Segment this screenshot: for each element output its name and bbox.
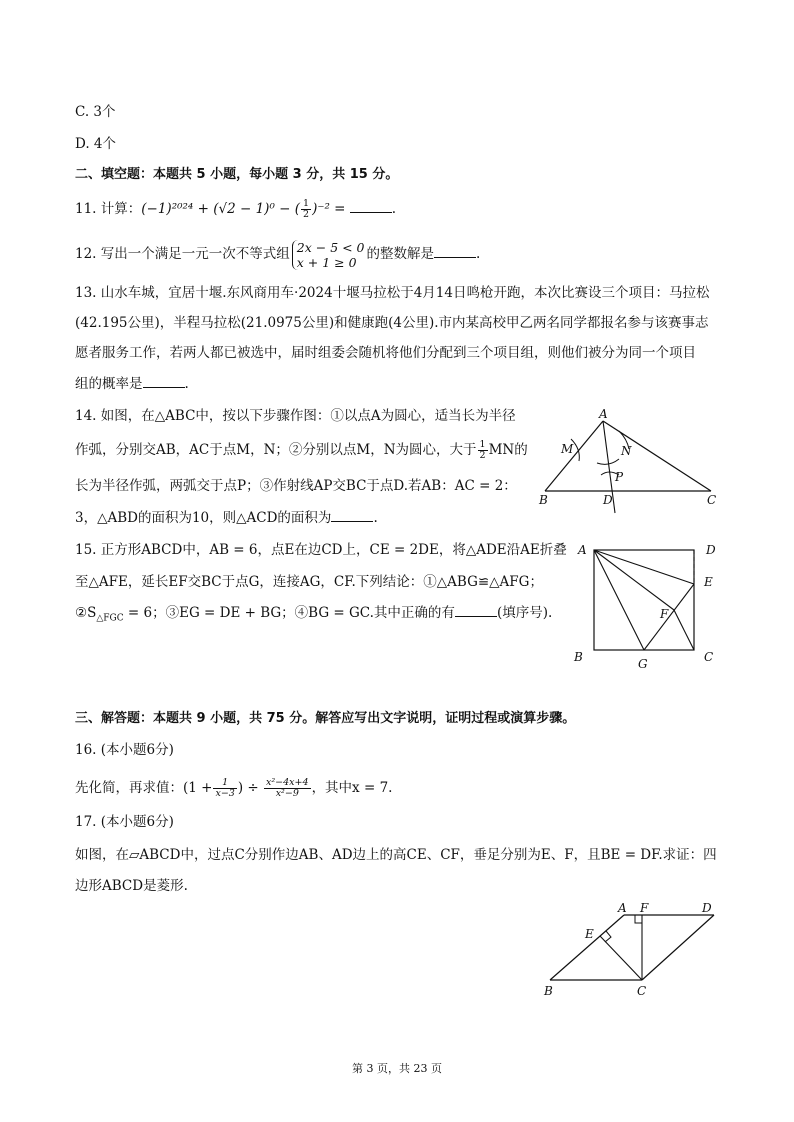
label-C: C (637, 984, 647, 998)
label-F: F (640, 901, 649, 915)
label-A: A (618, 901, 627, 915)
q14-line-4: 3，△ABD的面积为10，则△ACD的面积为 . (75, 510, 378, 526)
q13-line-2: (42.195公里)，半程马拉松(21.0975公里)和健康跑(4公里).市内某高校甲乙两名同学都报名参与该赛事志 (75, 315, 709, 331)
label-M: M (561, 442, 574, 456)
label-E: E (704, 575, 713, 589)
q14-fraction: $\frac{1}{2}$ (479, 439, 486, 461)
label-C: C (704, 650, 714, 664)
label-A: A (578, 543, 587, 557)
label-D: D (702, 901, 712, 915)
q16-fraction-2: $\frac{\text{x²−4x+4}}{\text{x²−9}}$ (266, 777, 309, 799)
inequality-system: 2x − 5 < 0 x + 1 ≥ 0 (292, 240, 365, 270)
q15-line-2: 至△AFE，延长EF交BC于点G，连接AG，CF.下列结论：①△ABG≌△AFG； (75, 574, 543, 590)
label-B: B (544, 984, 553, 998)
label-D: D (706, 543, 716, 557)
q14-line-2: 作弧，分别交AB，AC于点M，N；②分别以点M，N为圆心，大于 $\frac{1}{2}$ MN的 (75, 439, 528, 461)
label-C: C (707, 493, 717, 507)
q16-fraction-1: $\frac{1}{x-3}$ (215, 777, 235, 799)
label-B: B (539, 493, 548, 507)
q15-figure (570, 538, 730, 674)
q13-line-3: 愿者服务工作，若两人都已被选中，届时组委会随机将他们分配到三个项目组，则他们被分为同一个项目 (75, 345, 696, 361)
answer-blank[interactable] (434, 245, 476, 258)
q13-line-1: 13. 山水车城，宜居十堰.东风商用车·2024十堰马拉松于4月14日鸣枪开跑，本次比赛设三个项目：马拉松 (75, 285, 710, 301)
answer-blank[interactable] (331, 509, 373, 522)
q11-expr2: )⁻² = (312, 201, 346, 217)
label-A: A (599, 407, 608, 421)
label-F: F (660, 607, 669, 621)
q16-body: 先化简，再求值：(1 + $\frac{1}{x-3}$ ) ÷ $\frac{\text{x²−4x+4}}{\text{x²−9}}$ ，其中x = 7. (75, 777, 393, 799)
section-3-header: 三、解答题：本题共 9 小题，共 75 分。解答应写出文字说明，证明过程或演算步骤。 (75, 711, 576, 726)
option-c: C. 3个 (75, 104, 116, 120)
q17-title: 17. (本小题6分) (75, 814, 174, 830)
q16-title: 16. (本小题6分) (75, 742, 174, 758)
label-E: E (585, 927, 594, 941)
question-12: 12. 写出一个满足一元一次不等式组 2x − 5 < 0 x + 1 ≥ 0 的整数解是 . (75, 239, 481, 270)
label-D: D (603, 493, 613, 507)
label-B: B (574, 650, 583, 664)
q11-prefix: 11. 计算： (75, 201, 142, 217)
q12-suffix: 的整数解是 (366, 246, 435, 262)
q15-line-3: $②S_{\triangle FGC} = 6$；③EG = DE + BG；④BG = GC.其中正确的有 (填序号). (75, 605, 553, 624)
q17-line-1: 如图，在▱ABCD中，过点C分别作边AB、AD边上的高CE、CF，垂足分别为E、F，且BE = DF.求证：四 (75, 847, 717, 863)
q14-line-3: 长为半径作弧，两弧交于点P；③作射线AP交BC于点D.若AB：AC = 2： (75, 478, 517, 494)
label-G: G (638, 657, 648, 671)
answer-blank[interactable] (455, 604, 497, 617)
option-d: D. 4个 (75, 136, 117, 152)
q11-expr: (−1)²⁰²⁴ + (√2 − 1)⁰ − ( (141, 201, 301, 217)
answer-blank[interactable] (143, 375, 185, 388)
q17-figure (540, 898, 730, 1000)
q14-line-1: 14. 如图，在△ABC中，按以下步骤作图：①以点A为圆心，适当长为半径 (75, 408, 516, 424)
answer-blank[interactable] (350, 200, 392, 213)
q14-figure (535, 405, 725, 520)
label-P: P (615, 470, 624, 484)
q12-prefix: 12. 写出一个满足一元一次不等式组 (75, 246, 290, 262)
section-2-header: 二、填空题：本题共 5 小题，每小题 3 分，共 15 分。 (75, 167, 399, 182)
q11-fraction: $\frac{1}{2}$ (303, 198, 310, 220)
page-footer: 第 3 页，共 23 页 (352, 1062, 442, 1075)
q15-line-1: 15. 正方形ABCD中，AB = 6，点E在边CD上，CE = 2DE，将△ADE沿AE折叠 (75, 542, 567, 558)
q17-line-2: 边形ABCD是菱形. (75, 878, 188, 894)
q13-line-4: 组的概率是 . (75, 376, 189, 392)
question-11: 11. 计算：(−1)²⁰²⁴ + (√2 − 1)⁰ − ( $\frac{1}{2}$ )⁻² = . (75, 198, 397, 220)
label-N: N (621, 444, 632, 458)
